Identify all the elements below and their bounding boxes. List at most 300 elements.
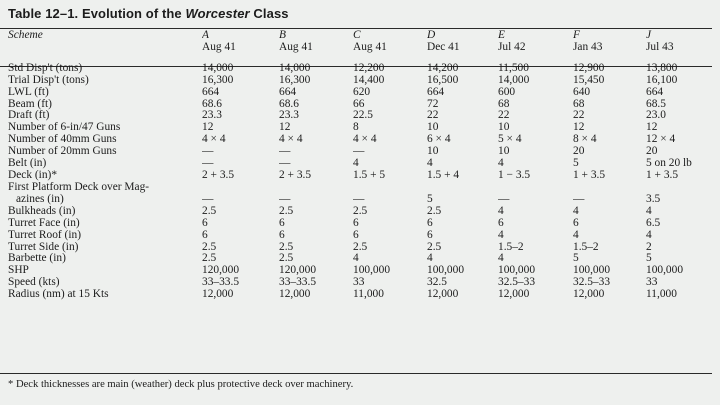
table-cell: [646, 87, 720, 99]
cell-line: 6: [573, 217, 579, 229]
table-cell: [427, 158, 498, 170]
cell-line: 5: [427, 192, 433, 205]
table-row: [8, 134, 720, 146]
table-cell: [353, 122, 427, 134]
cell-line: —: [498, 192, 510, 205]
table-cell: [353, 206, 427, 218]
cell-line: 11,500: [498, 61, 529, 74]
scheme-header-row: [8, 30, 720, 42]
table-cell: [573, 75, 646, 87]
table-cell: [279, 122, 353, 134]
cell-line: 22: [498, 110, 510, 122]
cell-line: 100,000: [353, 265, 391, 277]
cell-line: 68.6: [202, 98, 222, 110]
cell-line: 6: [202, 229, 208, 241]
table-cell: [202, 182, 279, 206]
table-cell: [427, 206, 498, 218]
table-cell: [573, 242, 646, 254]
cell-line: 16,100: [646, 74, 678, 86]
cell-line: 1 − 3.5: [498, 169, 531, 181]
table-cell: [202, 206, 279, 218]
table-cell: [498, 87, 573, 99]
top-rule: [0, 28, 712, 29]
table-cell: [202, 265, 279, 277]
cell-line: 4 × 4: [202, 134, 226, 146]
row-label-line: Turret Roof (in): [8, 229, 81, 241]
table-cell: [202, 134, 279, 146]
cell-line: 2.5: [202, 253, 217, 265]
cell-line: 2: [646, 241, 652, 253]
table-cell: [498, 242, 573, 254]
table-cell: [353, 146, 427, 158]
scheme-date: Jul 42: [498, 41, 526, 53]
cell-line: 12,000: [427, 289, 459, 301]
table-cell: [427, 170, 498, 182]
cell-line: 23.3: [279, 110, 299, 122]
cell-line: 6: [427, 217, 433, 229]
cell-line: 6: [498, 217, 504, 229]
cell-line: 5: [573, 253, 579, 265]
table-row: [8, 110, 720, 122]
table-cell: [353, 277, 427, 289]
table-footnote: * Deck thicknesses are main (weather) deck plus protective deck over machinery.: [8, 379, 354, 390]
row-label-line: azines (in): [16, 192, 64, 205]
table-cell: [202, 122, 279, 134]
cell-line: 32.5: [427, 277, 447, 289]
table-row: [8, 87, 720, 99]
cell-line: 2.5: [279, 205, 294, 217]
cell-line: 2 + 3.5: [279, 169, 312, 181]
row-label-line: Std Disp't (tons): [8, 61, 83, 74]
scheme-letter: J: [646, 30, 652, 41]
table-cell: [427, 110, 498, 122]
cell-line: 120,000: [202, 265, 240, 277]
table-cell: [498, 265, 573, 277]
table-cell: [498, 75, 573, 87]
row-label: [8, 158, 202, 170]
row-label-line: First Platform Deck over Mag-: [8, 181, 150, 193]
cell-line: 100,000: [427, 265, 465, 277]
table-cell: [646, 122, 720, 134]
table-title-class-name: Worcester: [185, 6, 250, 21]
cell-line: 4: [573, 229, 579, 241]
scheme-date: Jul 43: [646, 41, 674, 53]
table-cell: [427, 146, 498, 158]
table-cell: [427, 182, 498, 206]
table-cell: [498, 253, 573, 265]
table-row: [8, 265, 720, 277]
cell-line: 10: [498, 122, 510, 134]
cell-line: 20: [573, 146, 585, 158]
table-cell: [427, 122, 498, 134]
table-cell: [353, 170, 427, 182]
table-cell: [498, 230, 573, 242]
cell-line: 10: [427, 122, 439, 134]
table-row: [8, 146, 720, 158]
cell-line: 4 × 4: [353, 134, 377, 146]
cell-line: 14,000: [279, 61, 311, 74]
cell-line: 33–33.5: [202, 277, 240, 289]
cell-line: 14,400: [353, 74, 385, 86]
row-label-line: Bulkheads (in): [8, 205, 76, 217]
table-cell: [427, 242, 498, 254]
table-row: [8, 122, 720, 134]
table-cell: [573, 289, 646, 301]
cell-line: 68: [498, 98, 510, 110]
table-cell: [498, 206, 573, 218]
table-cell: [646, 170, 720, 182]
row-label: [8, 87, 202, 99]
table-row: [8, 54, 720, 75]
cell-line: 1.5 + 4: [427, 169, 460, 181]
cell-line: 4: [498, 253, 504, 265]
row-label-line: Radius (nm) at 15 Kts: [8, 289, 109, 301]
table-cell: [573, 206, 646, 218]
cell-line: 14,000: [202, 61, 234, 74]
table-cell: [427, 75, 498, 87]
row-label: [8, 265, 202, 277]
table-cell: [427, 99, 498, 111]
cell-line: 12,000: [279, 289, 311, 301]
scheme-letter: F: [573, 30, 580, 41]
table-cell: [646, 182, 720, 206]
table-cell: [279, 87, 353, 99]
scheme-date: Aug 41: [353, 41, 387, 53]
table-row: [8, 206, 720, 218]
table-row: [8, 99, 720, 111]
cell-line: —: [279, 192, 291, 205]
row-label: [8, 218, 202, 230]
table-cell: [573, 265, 646, 277]
table-cell: [498, 170, 573, 182]
worcester-class-table: [8, 30, 720, 301]
scheme-letter: C: [353, 30, 361, 41]
table-cell: [573, 182, 646, 206]
cell-line: 4: [353, 253, 359, 265]
cell-line: —: [279, 146, 291, 158]
cell-line: 33–33.5: [279, 277, 317, 289]
cell-line: 1.5–2: [498, 241, 524, 253]
table-title: [8, 6, 289, 21]
cell-line: 4: [427, 158, 433, 170]
table-row: [8, 230, 720, 242]
cell-line: 4: [498, 158, 504, 170]
table-cell: [353, 134, 427, 146]
cell-line: 12,200: [353, 61, 385, 74]
row-label: [8, 170, 202, 182]
table-cell: [427, 54, 498, 75]
table-cell: [279, 265, 353, 277]
table-cell: [279, 158, 353, 170]
cell-line: —: [202, 146, 214, 158]
table-row: [8, 277, 720, 289]
table-cell: [353, 218, 427, 230]
cell-line: 12,000: [573, 289, 605, 301]
table-cell: [202, 110, 279, 122]
cell-line: 2.5: [353, 241, 368, 253]
cell-line: 22.5: [353, 110, 373, 122]
cell-line: 4: [573, 205, 579, 217]
cell-line: 72: [427, 98, 439, 110]
table-cell: [498, 110, 573, 122]
table-cell: [353, 158, 427, 170]
table-cell: [498, 54, 573, 75]
cell-line: 12: [646, 122, 658, 134]
cell-line: —: [202, 192, 214, 205]
row-label-line: Trial Disp't (tons): [8, 74, 89, 86]
cell-line: 2 + 3.5: [202, 169, 235, 181]
table-cell: [646, 54, 720, 75]
table-cell: [498, 134, 573, 146]
bottom-rule: [0, 373, 712, 374]
row-label-line: SHP: [8, 265, 29, 277]
cell-line: 6 × 4: [427, 134, 451, 146]
table-cell: [646, 158, 720, 170]
table-cell: [646, 146, 720, 158]
cell-line: —: [353, 146, 365, 158]
cell-line: —: [202, 158, 214, 170]
cell-line: 20: [646, 146, 658, 158]
table-row: [8, 158, 720, 170]
table-cell: [279, 182, 353, 206]
row-label: [8, 230, 202, 242]
row-label-line: Number of 6-in/47 Guns: [8, 122, 121, 134]
row-label-line: Turret Side (in): [8, 241, 79, 253]
table-cell: [427, 218, 498, 230]
table-row: [8, 253, 720, 265]
cell-line: 640: [573, 86, 591, 98]
table-row: [8, 242, 720, 254]
row-label: [8, 134, 202, 146]
table-cell: [202, 87, 279, 99]
table-cell: [427, 87, 498, 99]
cell-line: 16,300: [279, 74, 311, 86]
table-cell: [498, 122, 573, 134]
table-cell: [646, 230, 720, 242]
table-cell: [573, 230, 646, 242]
cell-line: 12,000: [202, 289, 234, 301]
table-cell: [279, 75, 353, 87]
table-cell: [573, 110, 646, 122]
table-cell: [279, 242, 353, 254]
cell-line: 22: [427, 110, 439, 122]
row-label: [8, 110, 202, 122]
cell-line: 4: [498, 229, 504, 241]
row-label: [8, 54, 202, 75]
row-label: [8, 182, 202, 206]
row-label: [8, 146, 202, 158]
table-cell: [202, 146, 279, 158]
cell-line: 4: [498, 205, 504, 217]
table-cell: [498, 289, 573, 301]
cell-line: 12 × 4: [646, 134, 676, 146]
scheme-date: Dec 41: [427, 41, 460, 53]
cell-line: 100,000: [573, 265, 611, 277]
cell-line: 664: [279, 86, 297, 98]
cell-line: 8: [353, 122, 359, 134]
table-body: [8, 54, 720, 301]
table-cell: [573, 99, 646, 111]
table-cell: [646, 289, 720, 301]
cell-line: 120,000: [279, 265, 317, 277]
cell-line: 4: [646, 205, 652, 217]
cell-line: —: [353, 192, 365, 205]
table-title-suffix: Class: [249, 6, 289, 21]
row-label: [8, 206, 202, 218]
cell-line: 12: [202, 122, 214, 134]
table-cell: [353, 265, 427, 277]
cell-line: 10: [427, 146, 439, 158]
table-cell: [573, 122, 646, 134]
row-label-line: Speed (kts): [8, 277, 60, 289]
cell-line: 6: [202, 217, 208, 229]
table-cell: [202, 158, 279, 170]
table-cell: [646, 242, 720, 254]
cell-line: 2.5: [353, 205, 368, 217]
table-cell: [498, 182, 573, 206]
table-cell: [353, 242, 427, 254]
table-cell: [427, 289, 498, 301]
table-cell: [646, 265, 720, 277]
table-header: [8, 30, 720, 54]
cell-line: 664: [427, 86, 445, 98]
row-label: [8, 122, 202, 134]
table-cell: [353, 230, 427, 242]
table-cell: [573, 158, 646, 170]
empty-cell: [8, 42, 202, 54]
cell-line: 100,000: [646, 265, 684, 277]
cell-line: 2.5: [427, 205, 442, 217]
cell-line: 5 on 20 lb: [646, 158, 692, 170]
cell-line: 4: [353, 158, 359, 170]
cell-line: 11,000: [353, 289, 384, 301]
cell-line: 3.5: [646, 192, 661, 205]
cell-line: 2.5: [279, 241, 294, 253]
cell-line: 6: [353, 217, 359, 229]
table-cell: [279, 218, 353, 230]
cell-line: 100,000: [498, 265, 536, 277]
table-cell: [573, 54, 646, 75]
row-label-line: Draft (ft): [8, 110, 50, 122]
table-cell: [202, 253, 279, 265]
cell-line: 5 × 4: [498, 134, 522, 146]
row-label: [8, 277, 202, 289]
scheme-date: Aug 41: [202, 41, 236, 53]
row-label-line: LWL (ft): [8, 86, 49, 98]
row-label-line: Number of 40mm Guns: [8, 134, 117, 146]
table-cell: [202, 289, 279, 301]
table-cell: [573, 146, 646, 158]
table-cell: [427, 134, 498, 146]
table-cell: [646, 99, 720, 111]
scheme-letter: D: [427, 30, 436, 41]
row-label-line: Barbette (in): [8, 253, 66, 265]
cell-line: 620: [353, 86, 371, 98]
cell-line: 14,000: [498, 74, 530, 86]
cell-line: 8 × 4: [573, 134, 597, 146]
scheme-letter: B: [279, 30, 286, 41]
cell-line: 4 × 4: [279, 134, 303, 146]
table-cell: [573, 134, 646, 146]
cell-line: 4: [646, 229, 652, 241]
cell-line: 23.3: [202, 110, 222, 122]
cell-line: 33: [353, 277, 365, 289]
table-row: [8, 75, 720, 87]
scheme-date-row: [8, 42, 720, 54]
cell-line: 23.0: [646, 110, 666, 122]
cell-line: 12: [573, 122, 585, 134]
table-cell: [353, 253, 427, 265]
table-cell: [279, 230, 353, 242]
cell-line: 6.5: [646, 217, 661, 229]
cell-line: 2.5: [279, 253, 294, 265]
table-cell: [427, 230, 498, 242]
cell-line: 12,900: [573, 61, 605, 74]
table-cell: [498, 218, 573, 230]
table-cell: [573, 253, 646, 265]
cell-line: 664: [646, 86, 664, 98]
cell-line: 6: [427, 229, 433, 241]
row-label-line: Beam (ft): [8, 98, 52, 110]
cell-line: 12: [279, 122, 291, 134]
cell-line: 5: [573, 158, 579, 170]
cell-line: 22: [573, 110, 585, 122]
cell-line: 2.5: [202, 241, 217, 253]
cell-line: 13,800: [646, 61, 678, 74]
table-cell: [279, 146, 353, 158]
cell-line: 16,500: [427, 74, 459, 86]
table-cell: [427, 253, 498, 265]
table-row: [8, 289, 720, 301]
scheme-letter: E: [498, 30, 505, 41]
table-cell: [427, 265, 498, 277]
table-cell: [353, 87, 427, 99]
row-label: [8, 242, 202, 254]
cell-line: 12,000: [498, 289, 530, 301]
cell-line: 11,000: [646, 289, 677, 301]
table-cell: [646, 218, 720, 230]
cell-line: 32.5–33: [498, 277, 536, 289]
scheme-date: Aug 41: [279, 41, 313, 53]
table-cell: [646, 110, 720, 122]
table-row: [8, 182, 720, 206]
table-cell: [202, 230, 279, 242]
row-label: [8, 99, 202, 111]
table-row: [8, 170, 720, 182]
cell-line: 1.5–2: [573, 241, 599, 253]
scheme-date: Jan 43: [573, 41, 603, 53]
cell-line: 1 + 3.5: [646, 169, 679, 181]
table-cell: [279, 253, 353, 265]
cell-line: 33: [646, 277, 658, 289]
table-cell: [353, 110, 427, 122]
table-cell: [353, 75, 427, 87]
cell-line: 1.5 + 5: [353, 169, 386, 181]
table-cell: [498, 146, 573, 158]
row-label: [8, 289, 202, 301]
table-cell: [498, 99, 573, 111]
table-cell: [279, 277, 353, 289]
row-label-line: Turret Face (in): [8, 217, 80, 229]
cell-line: 5: [646, 253, 652, 265]
table-cell: [353, 182, 427, 206]
cell-line: 66: [353, 98, 365, 110]
table-cell: [279, 289, 353, 301]
cell-line: 16,300: [202, 74, 234, 86]
cell-line: 6: [353, 229, 359, 241]
cell-line: 2.5: [427, 241, 442, 253]
scheme-label: Scheme: [8, 30, 43, 41]
